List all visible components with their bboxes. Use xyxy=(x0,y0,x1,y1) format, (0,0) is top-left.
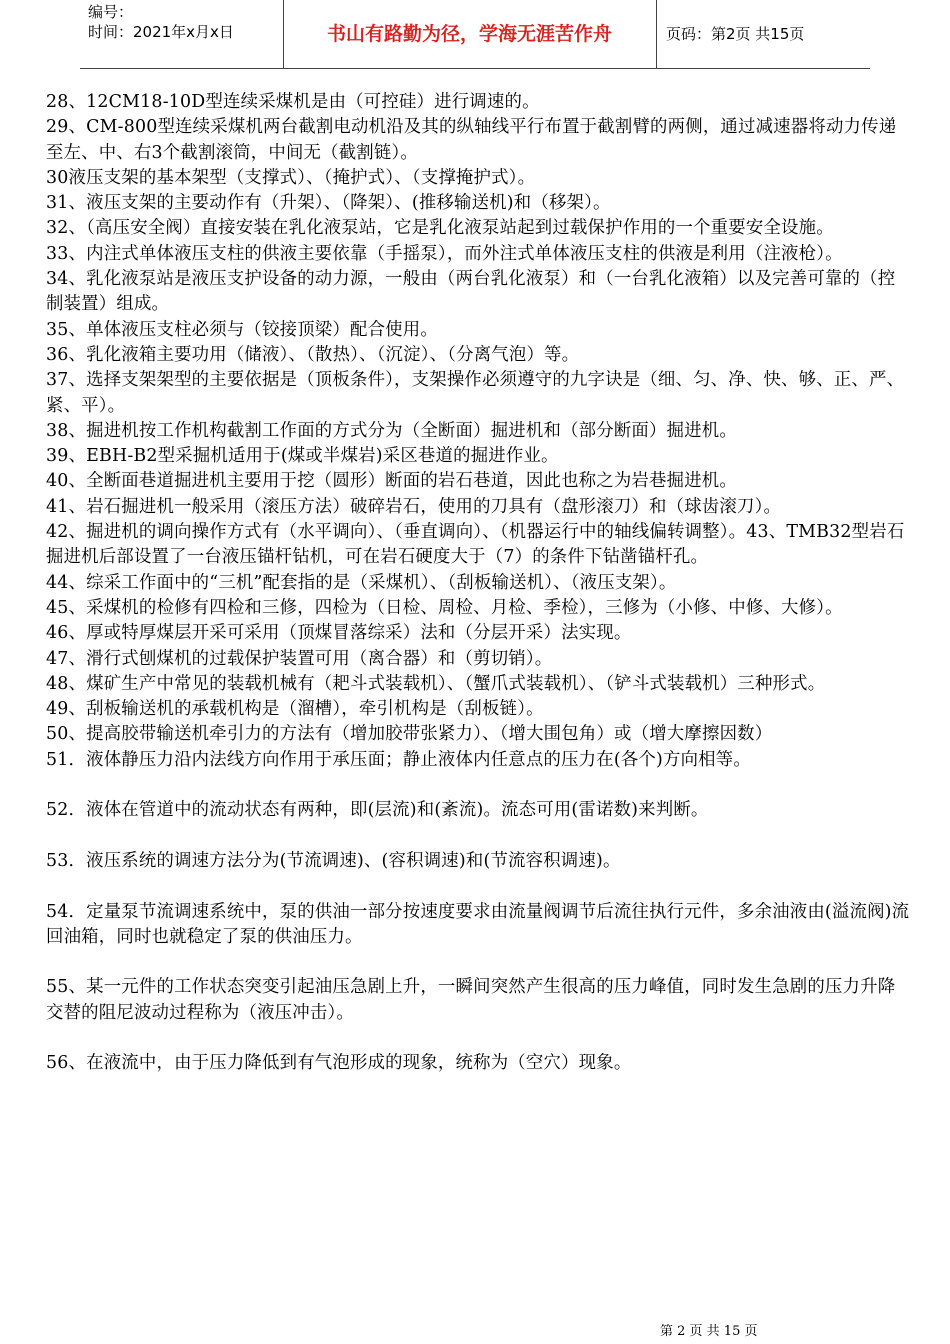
paragraph-spacer xyxy=(46,1026,910,1051)
paragraph-51: 51．液体静压力沿内法线方向作用于承压面；静止液体内任意点的压力在(各个)方向相等。 xyxy=(46,749,751,770)
paragraph-30: 30液压支架的基本架型（支撑式）、（掩护式）、（支撑掩护式）。 xyxy=(46,167,536,188)
paragraph-spacer xyxy=(46,874,910,899)
paragraph-spacer xyxy=(46,824,910,849)
paragraph-45: 45、采煤机的检修有四检和三修，四检为（日检、周检、月检、季检），三修为（小修、中修、大修）。 xyxy=(46,597,843,618)
paragraph-55: 55、某一元件的工作状态突变引起油压急剧上升，一瞬间突然产生很高的压力峰值，同时发生急剧的压力升降交替的阻尼波动过程称为（液压冲击）。 xyxy=(46,977,896,1023)
document-body xyxy=(46,90,910,1077)
page-header xyxy=(80,0,870,69)
page-number-label: 页码：第2页 共15页 xyxy=(666,25,805,43)
document-time-label: 时间：2021年x月x日 xyxy=(88,23,234,41)
paragraph-48: 48、煤矿生产中常见的装载机械有（耙斗式装载机）、（蟹爪式装载机）、（铲斗式装载机）三种形式。 xyxy=(46,673,826,694)
paragraph-44: 44、综采工作面中的“三机”配套指的是（采煤机）、（刮板输送机）、（液压支架）。 xyxy=(46,572,677,593)
paragraph-32: 32、（高压安全阀）直接安装在乳化液泵站，它是乳化液泵站起到过载保护作用的一个重要安全设施。 xyxy=(46,218,834,239)
paragraph-56: 56、在液流中，由于压力降低到有气泡形成的现象，统称为（空穴）现象。 xyxy=(46,1053,632,1074)
paragraph-28: 28、12CM18-10D型连续采煤机是由（可控硅）进行调速的。 xyxy=(46,92,540,112)
paragraph-38: 38、掘进机按工作机构截割工作面的方式分为（全断面）掘进机和（部分断面）掘进机。 xyxy=(46,420,737,441)
paragraph-50: 50、提高胶带输送机牵引力的方法有（增加胶带张紧力）、（增大围包角）或（增大摩擦因数） xyxy=(46,724,773,745)
paragraph-46: 46、厚或特厚煤层开采可采用（顶煤冒落综采）法和（分层开采）法实现。 xyxy=(46,623,632,644)
header-motto-cell xyxy=(283,0,657,68)
paragraph-40: 40、全断面巷道掘进机主要用于挖（圆形）断面的岩石巷道，因此也称之为岩巷掘进机。 xyxy=(46,471,737,492)
header-page-cell xyxy=(656,0,870,68)
paragraph-39: 39、EBH-B2型采掘机适用于(煤或半煤岩)采区巷道的掘进作业。 xyxy=(46,446,559,467)
paragraph-52: 52．液体在管道中的流动状态有两种，即(层流)和(紊流)。流态可用(雷诺数)来判断。 xyxy=(46,800,709,821)
motto-text: 书山有路勤为径，学海无涯苦作舟 xyxy=(326,23,612,45)
paragraph-36: 36、乳化液箱主要功用（储液）、（散热）、（沉淀）、（分离气泡）等。 xyxy=(46,344,580,365)
paragraph-35: 35、单体液压支柱必须与（铰接顶梁）配合使用。 xyxy=(46,319,438,340)
paragraph-spacer xyxy=(46,950,910,975)
paragraph-33: 33、内注式单体液压支柱的供液主要依靠（手摇泵），而外注式单体液压支柱的供液是利用（注液枪）。 xyxy=(46,243,843,264)
paragraph-42-43: 42、掘进机的调向操作方式有（水平调向）、（垂直调向）、（机器运行中的轴线偏转调整）。43、TMB32型岩石掘进机后部设置了一台液压锚杆钻机，可在岩石硬度大于（7）的条件下钻凿锚杆孔。 xyxy=(46,522,905,568)
paragraph-49: 49、刮板输送机的承载机构是（溜槽），牵引机构是（刮板链）。 xyxy=(46,699,544,720)
paragraph-53: 53．液压系统的调速方法分为(节流调速)、(容积调速)和(节流容积调速)。 xyxy=(46,850,621,871)
paragraph-47: 47、滑行式刨煤机的过载保护装置可用（离合器）和（剪切销）。 xyxy=(46,648,553,669)
paragraph-41: 41、岩石掘进机一般采用（滚压方法）破碎岩石，使用的刀具有（盘形滚刀）和（球齿滚刀）。 xyxy=(46,496,782,517)
header-info-cell xyxy=(80,0,284,68)
paragraph-29: 29、CM-800型连续采煤机两台截割电动机沿及其的纵轴线平行布置于截割臂的两侧，通过减速器将动力传递至左、中、右3个截割滚筒，中间无（截割链）。 xyxy=(46,117,897,163)
paragraph-31: 31、液压支架的主要动作有（升架）、（降架）、(推移输送机)和（移架）。 xyxy=(46,193,611,214)
paragraph-37: 37、选择支架架型的主要依据是（顶板条件），支架操作必须遵守的九字诀是（细、匀、净、快、够、正、严、紧、平）。 xyxy=(46,370,905,416)
paragraph-54: 54．定量泵节流调速系统中，泵的供油一部分按速度要求由流量阀调节后流往执行元件，多余油液由(溢流阀)流回油箱，同时也就稳定了泵的供油压力。 xyxy=(46,901,910,947)
paragraph-34: 34、乳化液泵站是液压支护设备的动力源，一般由（两台乳化液泵）和（一台乳化液箱）以及完善可靠的（控制装置）组成。 xyxy=(46,269,896,315)
paragraph-spacer xyxy=(46,773,910,798)
page-footer: 第 2 页 共 15 页 xyxy=(660,1324,758,1339)
document-number-label: 编号： xyxy=(88,3,134,21)
